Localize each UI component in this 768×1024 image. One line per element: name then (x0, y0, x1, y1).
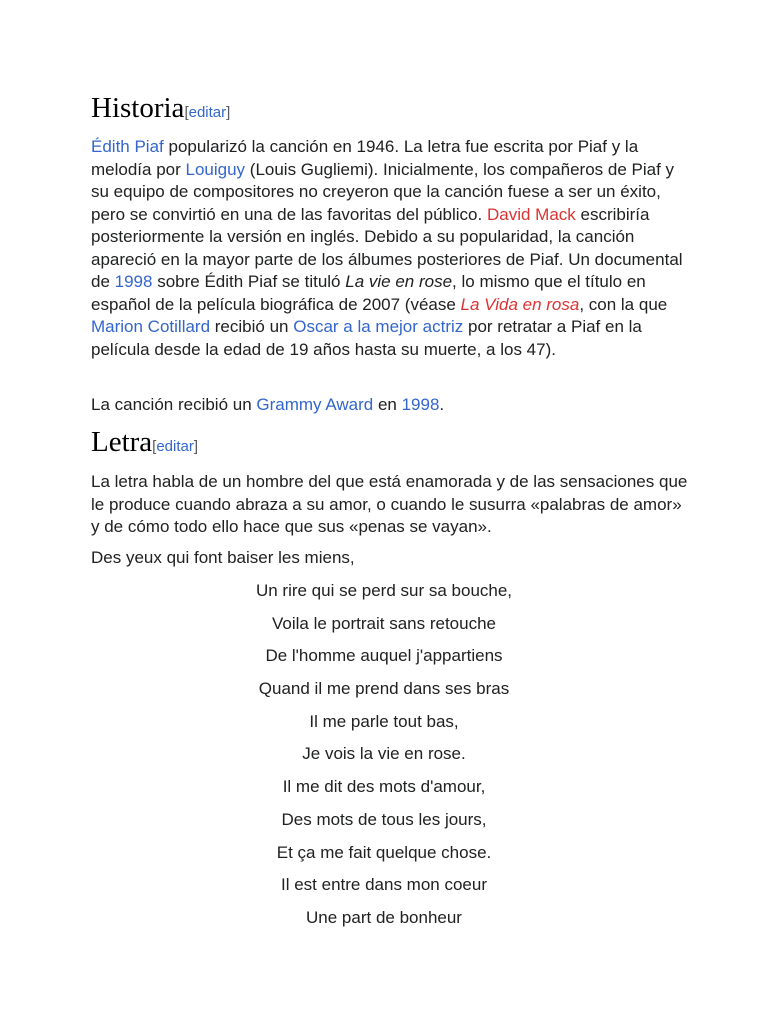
section-heading-historia (91, 94, 230, 123)
link-1998-grammy[interactable]: 1998 (401, 395, 440, 414)
section-heading-letra (91, 428, 198, 457)
verse-line: Il me dit des mots d'amour, (282, 777, 486, 797)
link-edith-piaf[interactable]: Édith Piaf (91, 137, 164, 156)
edit-link-historia[interactable]: editar (188, 104, 227, 121)
link-marion-cotillard[interactable]: Marion Cotillard (91, 317, 211, 336)
link-grammy-award[interactable]: Grammy Award (256, 395, 374, 414)
link-1998[interactable]: 1998 (114, 272, 153, 291)
link-louiguy[interactable]: Louiguy (185, 159, 246, 179)
lyrics-first-line: Des yeux qui font baiser les miens, (91, 548, 355, 567)
edit-section-letra: [editar] (152, 438, 199, 455)
paragraph-letra-intro: La letra habla de un hombre del que está enamorada y de las sensaciones que le produce cuando abraza a su amor, o cuando le susurra «palabras de amor» y de cómo todo ello hace que sus «penas se vayan». (91, 472, 688, 536)
link-david-mack[interactable]: David Mack (486, 204, 576, 224)
verse-line: Voila le portrait sans retouche (272, 613, 496, 633)
verse-line: Une part de bonheur (306, 907, 462, 927)
lyrics-verses (91, 580, 677, 940)
section-title-letra: Letra (91, 426, 153, 458)
verse-line: Un rire qui se perd sur sa bouche, (255, 581, 513, 600)
link-oscar-mejor-actriz[interactable]: Oscar a la mejor actriz (293, 317, 464, 336)
verse-line: De l'homme auquel j'appartiens (265, 646, 503, 666)
verse-line: Des mots de tous les jours, (281, 809, 487, 829)
italic-title-la-vie-en-rose: La vie en rose (345, 272, 453, 291)
edit-section-historia: [editar] (184, 104, 231, 121)
paragraph-historia-1: Édith Piaf popularizó la canción en 1946. La letra fue escrita por Piaf y la melodía por Louiguy (Louis Gugliemi). Inicialmente, los compañeros de Piaf y su equipo de compositores no creyeron que la canción fuese a ser un éxito, pero se convirtió en una de las favoritas del público. David Mack escribiría posteriormente la versión en inglés. Debido a su popularidad, la canción apareció en la mayor parte de los álbumes posteriores de Piaf. Un documental de 1998 sobre Édith Piaf se tituló La vie en rose, lo mismo que el título en español de la película biográfica de 2007 (véase La Vida en rosa, con la que Marion Cotillard recibió un Oscar a la mejor actriz por retratar a Piaf en la película desde la edad de 19 años hasta su muerte, a los 47). (91, 137, 683, 359)
verse-line: Je vois la vie en rose. (302, 744, 466, 764)
verse-line: Il est entre dans mon coeur (280, 875, 487, 895)
edit-link-letra[interactable]: editar (156, 438, 194, 455)
link-la-vida-en-rosa[interactable]: La Vida en rosa (460, 294, 580, 314)
verse-line: Et ça me fait quelque chose. (276, 842, 492, 862)
section-title-historia: Historia (91, 92, 185, 124)
verse-line: Il me parle tout bas, (309, 711, 459, 731)
paragraph-historia-2: La canción recibió un Grammy Award en 1998. (91, 395, 445, 414)
verse-line: Quand il me prend dans ses bras (258, 679, 510, 699)
